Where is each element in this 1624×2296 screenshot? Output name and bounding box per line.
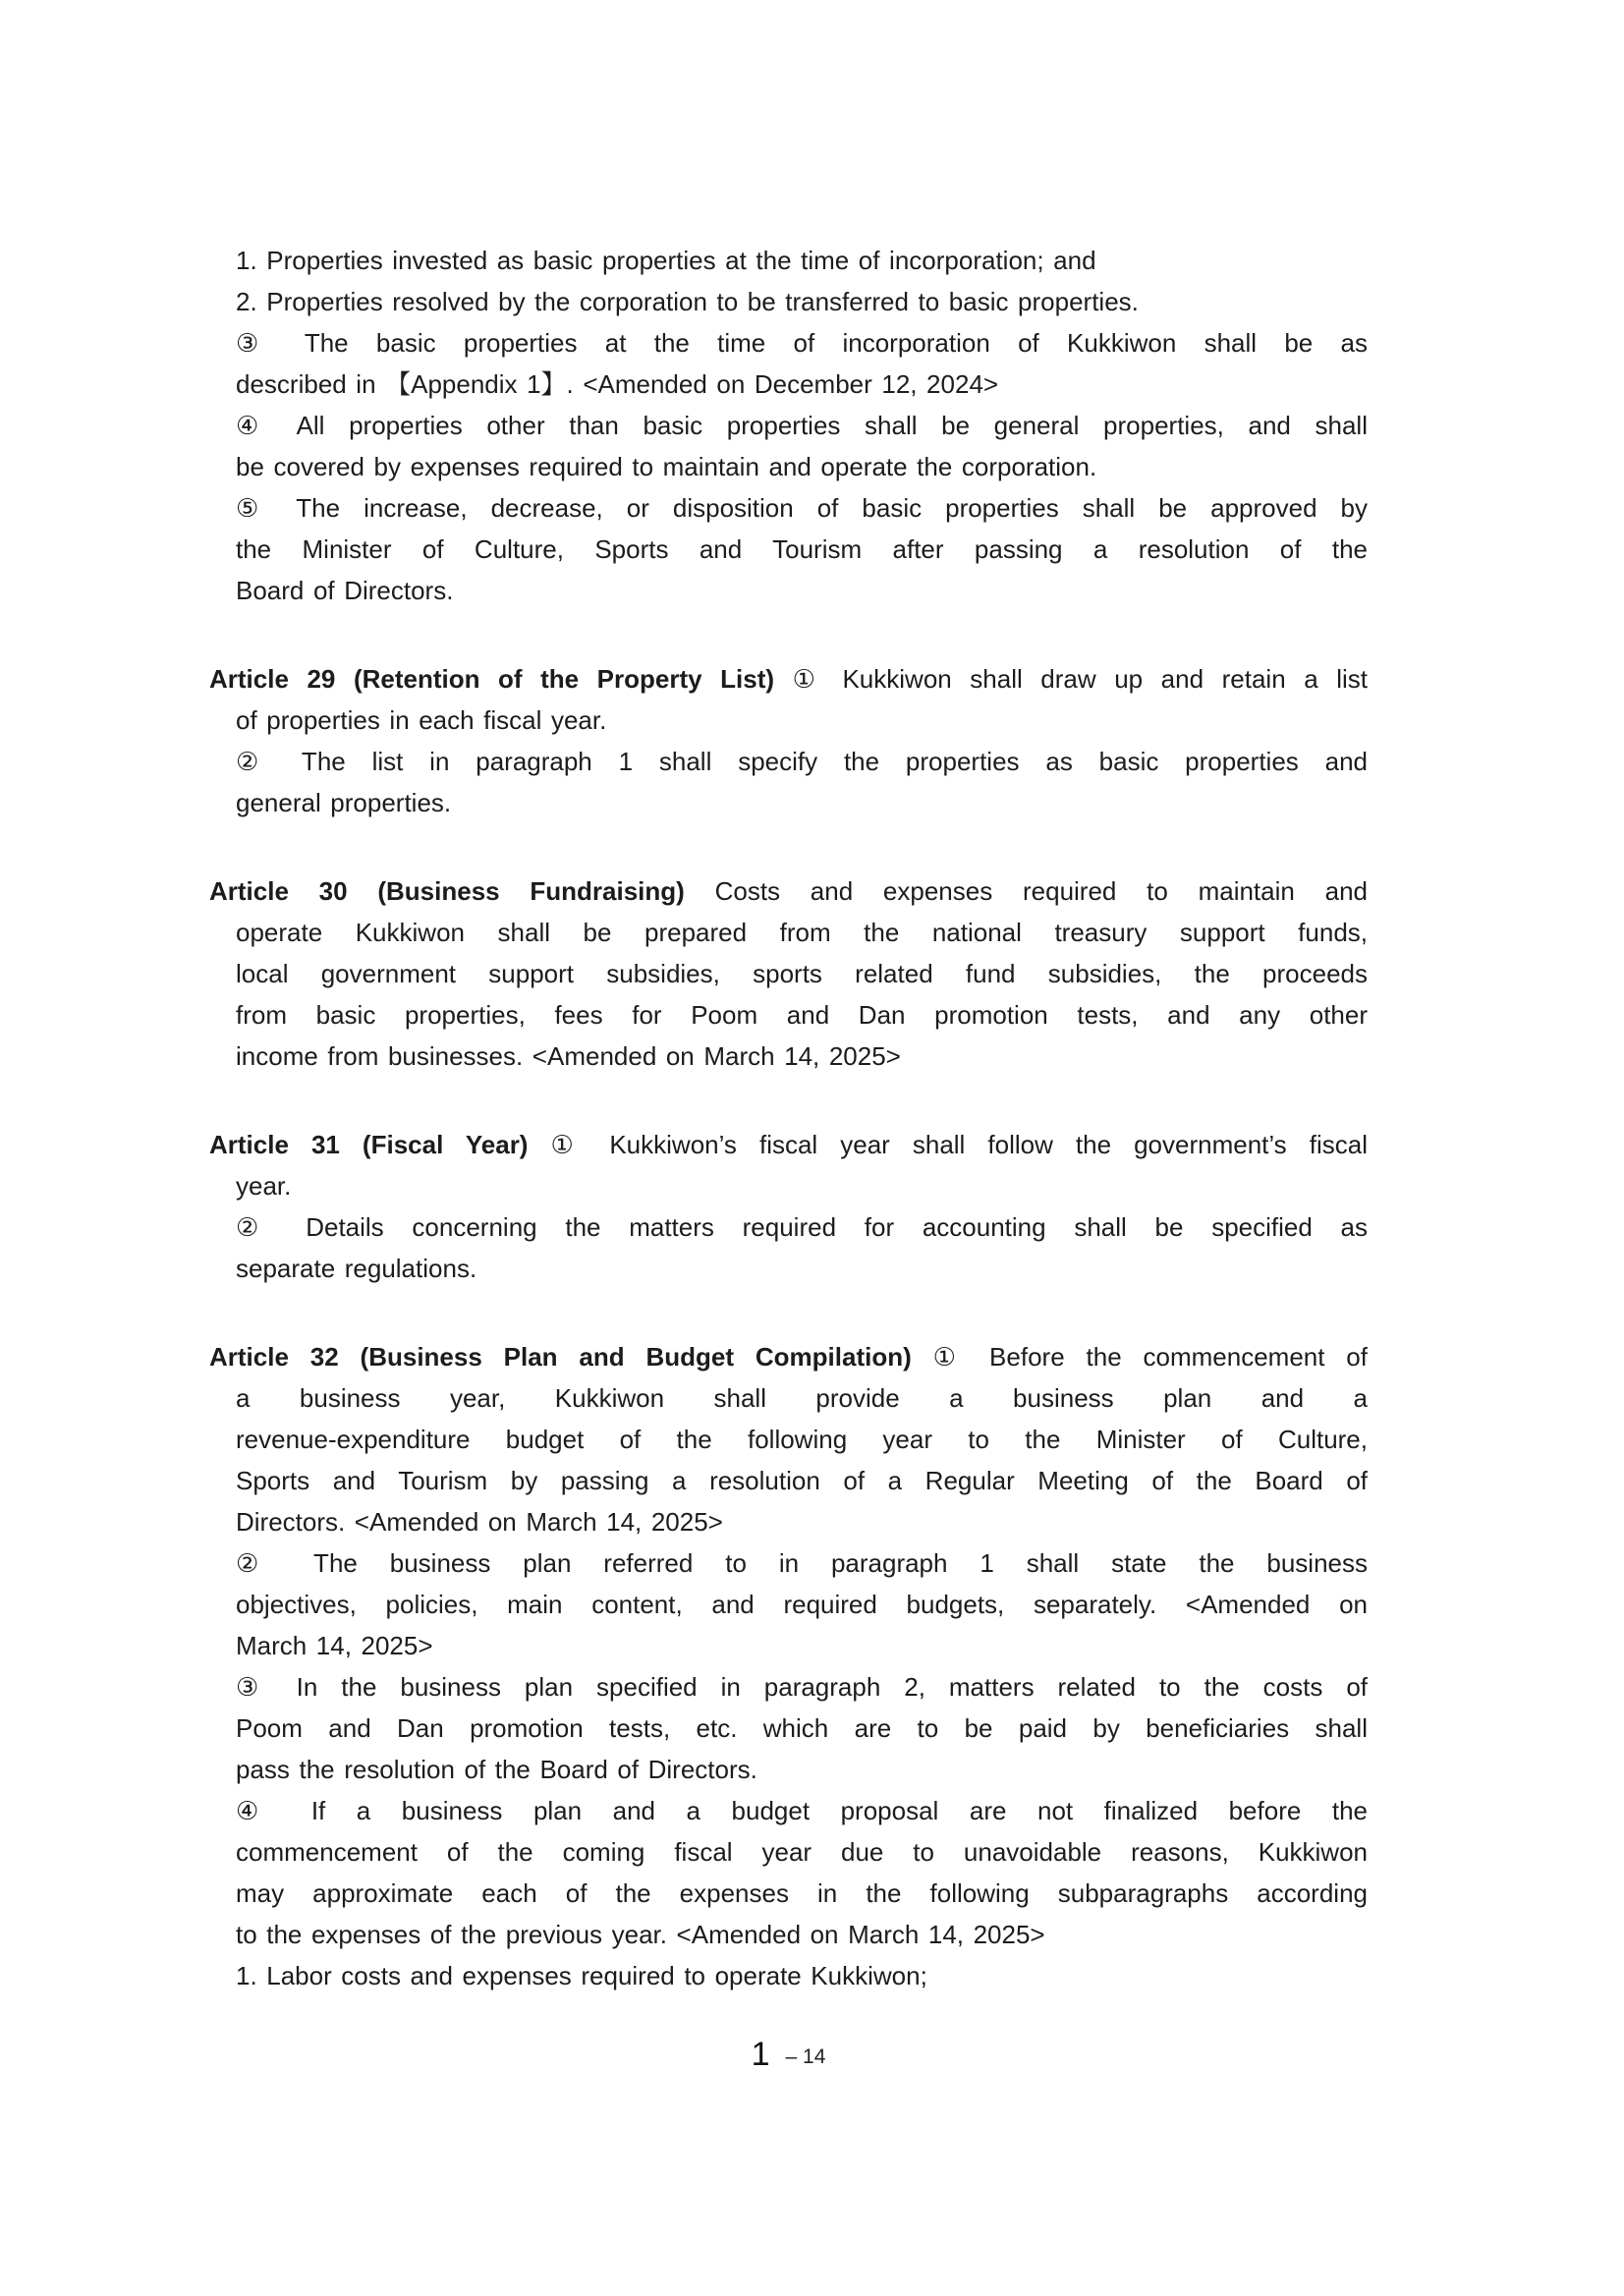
text-line: Sports and Tourism by passing a resolution of a Regular Meeting of the Board of xyxy=(236,1466,1368,1495)
text-line: the Minister of Culture, Sports and Tourism after passing a resolution of the xyxy=(236,534,1368,564)
text-line: Board of Directors. xyxy=(236,576,454,605)
text-line: ② The business plan referred to in paragraph 1 shall state the business xyxy=(236,1548,1368,1578)
text-line: pass the resolution of the Board of Directors. xyxy=(236,1755,757,1784)
text-line: ② Details concerning the matters required for accounting shall be specified as xyxy=(236,1212,1368,1242)
text-line: a business year, Kukkiwon shall provide a business plan and a xyxy=(236,1383,1368,1413)
article-heading-line xyxy=(209,1336,1368,1377)
document-body xyxy=(209,240,1368,1996)
article-text: ① Kukkiwon shall draw up and retain a list xyxy=(792,664,1368,694)
text-line: described in 【Appendix 1】. <Amended on December 12, 2024> xyxy=(236,369,999,399)
text-line: of properties in each fiscal year. xyxy=(236,705,607,735)
section-gap xyxy=(209,611,1368,658)
text-line: ④ If a business plan and a budget proposal are not finalized before the xyxy=(236,1796,1368,1825)
section-gap xyxy=(209,1289,1368,1336)
text-line: be covered by expenses required to maintain and operate the corporation. xyxy=(236,452,1097,481)
text-line: ⑤ The increase, decrease, or disposition of basic properties shall be approved by xyxy=(236,493,1368,523)
text-line: from basic properties, fees for Poom and Dan promotion tests, and any other xyxy=(236,1000,1368,1030)
text-line: revenue-expenditure budget of the following year to the Minister of Culture, xyxy=(236,1425,1368,1454)
page-number-suffix: – 14 xyxy=(785,2045,826,2068)
text-line: separate regulations. xyxy=(236,1254,477,1283)
text-line: may approximate each of the expenses in the following subparagraphs according xyxy=(236,1878,1368,1908)
text-line: March 14, 2025> xyxy=(236,1631,433,1660)
text-line: ③ In the business plan specified in paragraph 2, matters related to the costs of xyxy=(236,1672,1368,1702)
section-gap xyxy=(209,1077,1368,1124)
text-line: year. xyxy=(236,1171,292,1201)
text-line: ② The list in paragraph 1 shall specify the properties as basic properties and xyxy=(236,747,1368,776)
text-line: ③ The basic properties at the time of incorporation of Kukkiwon shall be as xyxy=(236,328,1368,358)
section-gap xyxy=(209,823,1368,870)
text-line: commencement of the coming fiscal year due to unavoidable reasons, Kukkiwon xyxy=(236,1837,1368,1867)
page-footer xyxy=(209,2036,1368,2074)
text-line: 1. Labor costs and expenses required to operate Kukkiwon; xyxy=(236,1961,927,1990)
article-heading-line xyxy=(209,658,1368,700)
article-text: ① Before the commencement of xyxy=(932,1342,1368,1372)
article-text: ① Kukkiwon’s fiscal year shall follow the government’s fiscal xyxy=(550,1130,1368,1159)
text-line: local government support subsidies, sports related fund subsidies, the proceeds xyxy=(236,959,1368,988)
text-line: ④ All properties other than basic properties shall be general properties, and shall xyxy=(236,411,1368,440)
page-number: 1 xyxy=(751,2036,770,2073)
article-title: Article 30 (Business Fundraising) xyxy=(209,876,685,906)
text-line: 2. Properties resolved by the corporation to be transferred to basic properties. xyxy=(236,287,1139,316)
article-text: Costs and expenses required to maintain and xyxy=(714,876,1368,906)
article-title: Article 31 (Fiscal Year) xyxy=(209,1130,529,1159)
text-line: Poom and Dan promotion tests, etc. which are to be paid by beneficiaries shall xyxy=(236,1713,1368,1743)
text-line: general properties. xyxy=(236,788,452,817)
article-heading-line xyxy=(209,1124,1368,1165)
article-title: Article 32 (Business Plan and Budget Compilation) xyxy=(209,1342,912,1372)
text-line: Directors. <Amended on March 14, 2025> xyxy=(236,1507,723,1537)
text-line: 1. Properties invested as basic properties at the time of incorporation; and xyxy=(236,246,1096,275)
text-line: operate Kukkiwon shall be prepared from the national treasury support funds, xyxy=(236,918,1368,947)
text-line: income from businesses. <Amended on March 14, 2025> xyxy=(236,1041,901,1071)
article-title: Article 29 (Retention of the Property List) xyxy=(209,664,775,694)
article-heading-line xyxy=(209,870,1368,912)
text-line: to the expenses of the previous year. <Amended on March 14, 2025> xyxy=(236,1920,1045,1949)
text-line: objectives, policies, main content, and required budgets, separately. <Amended on xyxy=(236,1590,1368,1619)
